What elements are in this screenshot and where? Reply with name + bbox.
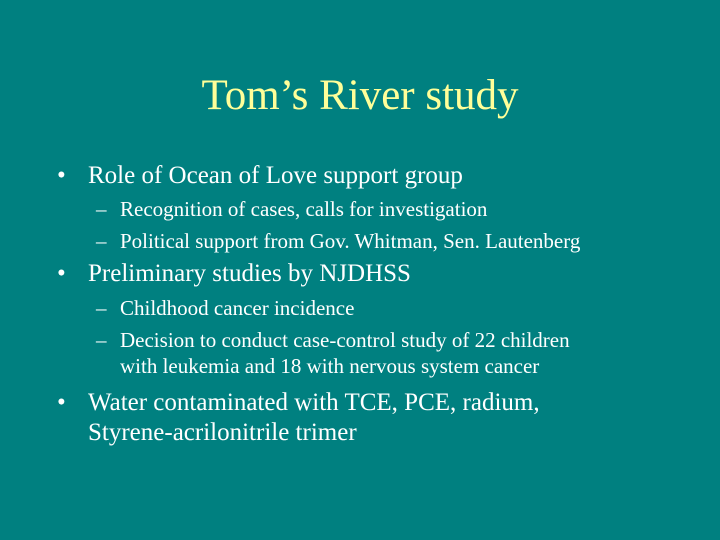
sub-bullet-text: Childhood cancer incidence	[120, 296, 355, 320]
bullet-text: Role of Ocean of Love support group	[88, 162, 463, 189]
bullet-text: Preliminary studies by NJDHSS	[88, 260, 411, 287]
sub-bullet-marker: –	[96, 229, 107, 253]
sub-bullet-marker: –	[96, 296, 107, 320]
sub-bullet-text-line-1: Decision to conduct case-control study of 22 children	[120, 328, 570, 352]
bullet-text-line-2: Styrene-acrilonitrile trimer	[88, 419, 357, 446]
bullet-text-line-1: Water contaminated with TCE, PCE, radium,	[88, 389, 540, 416]
sub-bullet-text: Political support from Gov. Whitman, Sen. Lautenberg	[120, 229, 581, 253]
sub-bullet-marker: –	[96, 197, 107, 221]
bullet-marker: •	[57, 389, 66, 416]
sub-bullet-marker: –	[96, 328, 107, 352]
sub-bullet-text-line-2: with leukemia and 18 with nervous system cancer	[120, 354, 540, 378]
bullet-marker: •	[57, 162, 66, 189]
sub-bullet-text: Recognition of cases, calls for investigation	[120, 197, 488, 221]
slide-title: Tom’s River study	[201, 72, 519, 119]
bullet-marker: •	[57, 260, 66, 287]
